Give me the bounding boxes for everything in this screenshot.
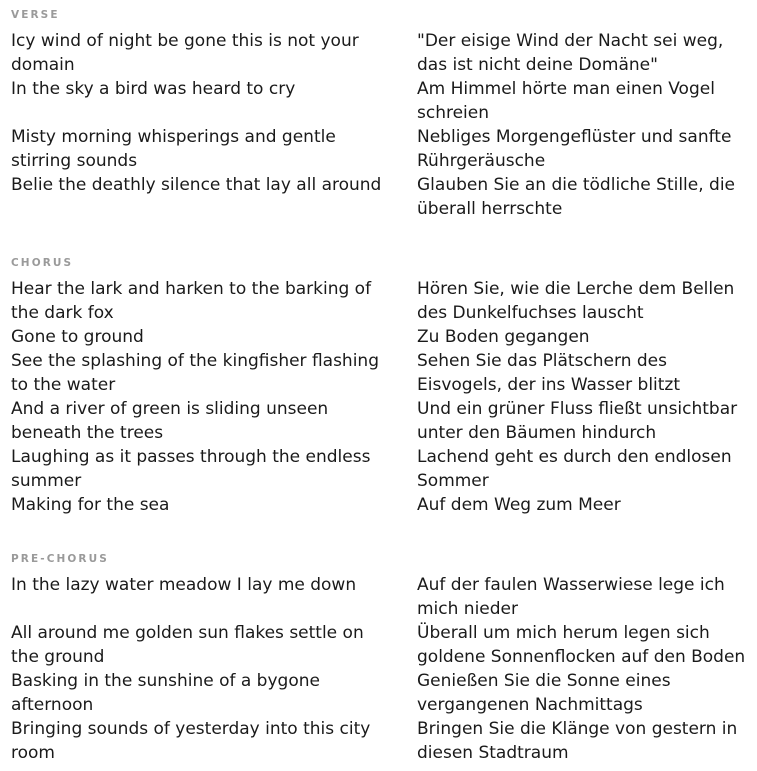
lyric-line: room [11, 743, 55, 763]
translation-line: diesen Stadtraum [417, 743, 569, 763]
section-label: PRE-CHORUS [11, 553, 109, 565]
lyric-line: And a river of green is sliding unseen [11, 399, 329, 419]
lyric-line [11, 597, 381, 621]
translation-line: Rührgeräusche [417, 151, 546, 171]
translation-line: überall herrschte [417, 199, 563, 219]
lyric-line: Icy wind of night be gone this is not your [11, 31, 359, 51]
translation-line: Und ein grüner Fluss fließt unsichtbar [417, 399, 738, 419]
lyric-line: All around me golden sun flakes settle on [11, 623, 364, 643]
translated-lyrics-column [417, 277, 757, 517]
translated-lyrics-column [417, 573, 757, 765]
translation-line: des Dunkelfuchses lauscht [417, 303, 644, 323]
lyric-line: Hear the lark and harken to the barking of [11, 279, 372, 299]
translation-line: "Der eisige Wind der Nacht sei weg, [417, 31, 724, 51]
translation-line: Nebliges Morgengeflüster und sanfte [417, 127, 732, 147]
translation-line: Sommer [417, 471, 489, 491]
translation-line: goldene Sonnenflocken auf den Boden [417, 647, 746, 667]
lyric-line: In the lazy water meadow I lay me down [11, 575, 357, 595]
lyric-line: Belie the deathly silence that lay all around [11, 175, 382, 195]
lyric-line: beneath the trees [11, 423, 164, 443]
lyric-line: to the water [11, 375, 116, 395]
translation-line: Am Himmel hörte man einen Vogel [417, 79, 715, 99]
lyric-line: Bringing sounds of yesterday into this city [11, 719, 371, 739]
lyric-line: afternoon [11, 695, 94, 715]
translation-line: das ist nicht deine Domäne" [417, 55, 658, 75]
translated-lyrics-column [417, 29, 757, 221]
lyric-line: See the splashing of the kingfisher flashing [11, 351, 379, 371]
translation-line: mich nieder [417, 599, 519, 619]
lyric-line: the ground [11, 647, 105, 667]
lyric-line: domain [11, 55, 75, 75]
translation-line: vergangenen Nachmittags [417, 695, 643, 715]
translation-line: Eisvogels, der ins Wasser blitzt [417, 375, 681, 395]
translation-line: Zu Boden gegangen [417, 327, 590, 347]
original-lyrics-column [11, 277, 381, 517]
translation-line: Auf dem Weg zum Meer [417, 495, 621, 515]
lyric-line: stirring sounds [11, 151, 138, 171]
translation-line: Glauben Sie an die tödliche Stille, die [417, 175, 736, 195]
translation-line: Genießen Sie die Sonne eines [417, 671, 671, 691]
lyric-line [11, 101, 381, 125]
lyric-line: Gone to ground [11, 327, 144, 347]
lyric-line: In the sky a bird was heard to cry [11, 79, 296, 99]
translation-line: schreien [417, 103, 490, 123]
translation-line: Auf der faulen Wasserwiese lege ich [417, 575, 725, 595]
lyric-line: summer [11, 471, 82, 491]
lyric-line: Misty morning whisperings and gentle [11, 127, 336, 147]
lyric-line: Basking in the sunshine of a bygone [11, 671, 320, 691]
translation-line: Hören Sie, wie die Lerche dem Bellen [417, 279, 735, 299]
original-lyrics-column [11, 29, 381, 197]
section-label: CHORUS [11, 257, 74, 269]
lyric-line: Making for the sea [11, 495, 170, 515]
section-label: VERSE [11, 9, 60, 21]
translation-line: Überall um mich herum legen sich [417, 623, 710, 643]
translation-line: unter den Bäumen hindurch [417, 423, 657, 443]
original-lyrics-column [11, 573, 381, 765]
lyric-line: the dark fox [11, 303, 114, 323]
translation-line: Bringen Sie die Klänge von gestern in [417, 719, 738, 739]
translation-line: Sehen Sie das Plätschern des [417, 351, 667, 371]
lyric-line: Laughing as it passes through the endless [11, 447, 371, 467]
translation-line: Lachend geht es durch den endlosen [417, 447, 732, 467]
